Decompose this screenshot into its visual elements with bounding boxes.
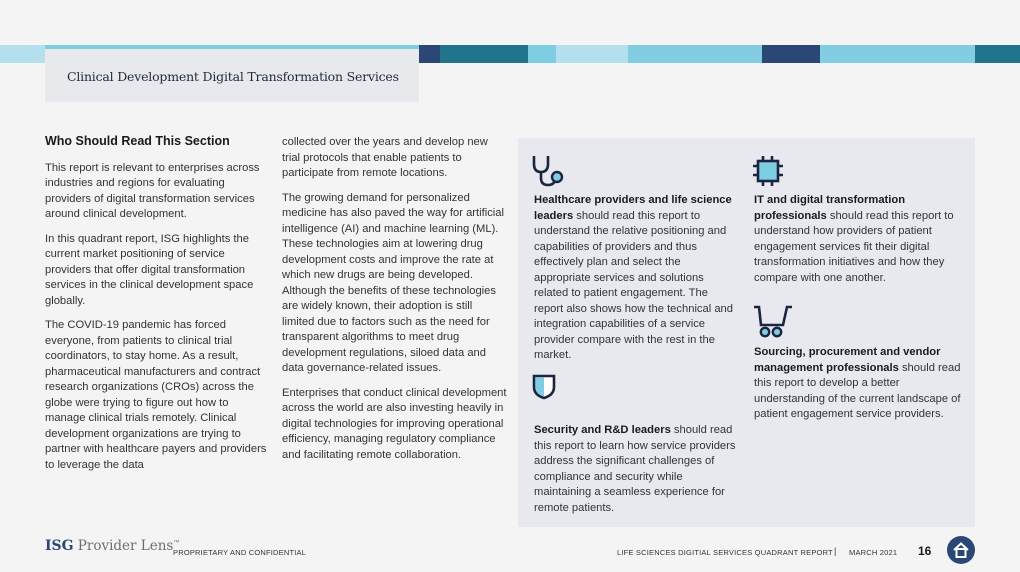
paragraph: This report is relevant to enterprises across industries and regions for evaluating providers of digital transformation services around clinical development.: [45, 161, 260, 220]
shield-icon: [532, 374, 556, 400]
audience-card-security: [534, 423, 739, 516]
audience-title: Security and R&D leaders: [534, 424, 671, 436]
middle-column: [282, 135, 507, 472]
confidential-label: PROPRIETARY AND CONFIDENTIAL: [173, 548, 307, 557]
color-bar-segment: [440, 45, 528, 63]
footer-separator: |: [834, 546, 837, 556]
logo-trademark: ™: [173, 540, 180, 546]
color-bar-segment: [528, 45, 556, 63]
home-icon: [947, 536, 975, 564]
color-bar-segment: [0, 45, 45, 63]
color-bar-segment: [628, 45, 762, 63]
audience-title: Healthcare providers and life science leaders: [534, 194, 732, 222]
audience-title: IT and digital transformation professionals: [754, 194, 906, 222]
paragraph: In this quadrant report, ISG highlights the current market positioning of service providers that offer digital transformation services in the clinical development space globally.: [45, 232, 254, 307]
audience-description: should read this report to understand how providers of patient engagement services fit their digital transformation initiatives and how they compare with one another.: [754, 209, 954, 284]
paragraph: collected over the years and develop new trial protocols that enable patients to participate from remote locations.: [282, 136, 488, 179]
home-button[interactable]: [947, 536, 975, 564]
report-name: LIFE SCIENCES DIGITIAL SERVICES QUADRANT REPORT: [617, 548, 833, 557]
chip-icon: [752, 155, 784, 187]
color-bar-segment: [975, 45, 1020, 63]
page-number: 16: [918, 544, 932, 558]
section-title-card: [45, 45, 419, 102]
audience-card-healthcare: [534, 193, 739, 364]
paragraph: The growing demand for personalized medicine has also paved the way for artificial intelligence (AI) and machine learning (ML). These technologies aim at lowering drug development costs and improve the rate at which new drugs are being developed. Although the benefits of these technologies are widely known, their adoption is still limited due to factors such as the need for transparent algorithms to meet drug development regulations, siloed data and data governance-related issues.: [282, 191, 504, 374]
audience-card-sourcing: [754, 345, 966, 423]
audience-description: should read this report to learn how service providers address the significant challenges of compliance and security while maintaining a seamless experience for remote patients.: [534, 424, 736, 514]
report-date: MARCH 2021: [849, 548, 898, 557]
stethoscope-icon: [530, 154, 566, 188]
logo-isg: ISG: [45, 538, 74, 554]
paragraph: Enterprises that conduct clinical development across the world are also investing heavily in digital technologies for improving operational efficiency, managing regulatory compliance and facilitating remote collaboration.: [282, 386, 507, 461]
isg-provider-lens-logo: [45, 537, 179, 554]
left-column: [45, 134, 267, 482]
color-bar-segment: [419, 45, 440, 63]
audience-title: Sourcing, procurement and vendor management professionals: [754, 346, 941, 374]
shopping-cart-icon: [752, 303, 794, 339]
section-title: Clinical Development Digital Transformation Services: [67, 69, 399, 84]
logo-text: Provider Lens: [77, 538, 174, 554]
color-bar-segment: [820, 45, 975, 63]
paragraph: The COVID-19 pandemic has forced everyone, from patients to clinical trial coordinators, to stay home. As a result, pharmaceutical manufacturers and contract research organizations (CROs) across the globe were trying to figure out how to manage clinical trials remotely. Clinical development organizations are trying to partner with healthcare payers and providers to leverage the data: [45, 319, 267, 471]
section-heading: Who Should Read This Section: [45, 134, 230, 148]
audience-description: should read this report to understand the relative positioning and capabilities of providers and thus effectively plan and select the appropriate services and solutions related to patient engagement. The report also shows how the technical and integration capabilities of a service provider compare with the rest in the market.: [534, 209, 734, 361]
audience-card-it: [754, 193, 966, 286]
color-bar-segment: [762, 45, 820, 63]
audience-description: should read this report to develop a better understanding of the current landscape of patient engagement service providers.: [754, 361, 961, 420]
color-bar-segment: [556, 45, 628, 63]
